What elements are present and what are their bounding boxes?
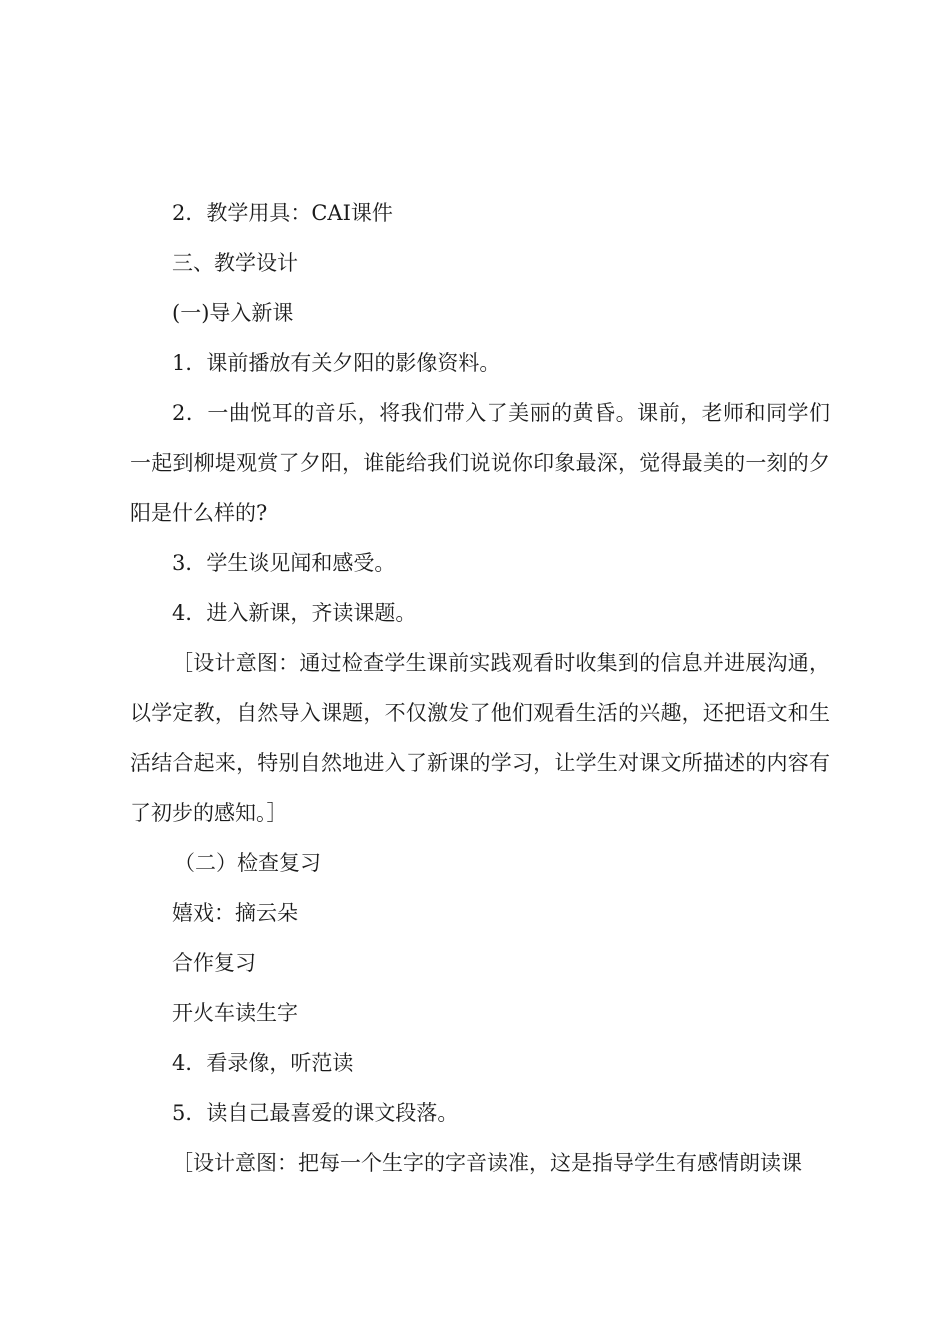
subheading-review: （二）检查复习 [174,851,321,875]
paragraph-step-4: 4．进入新课，齐读课题。 [172,601,417,625]
paragraph-cooperative-review: 合作复习 [172,951,256,975]
paragraph-watch-video: 4．看录像，听范读 [172,1051,354,1075]
paragraph-read-favorite: 5．读自己最喜爱的课文段落。 [172,1101,459,1125]
document-body [130,188,830,1188]
paragraph-train-reading: 开火车读生字 [172,1001,298,1025]
paragraph-design-intent-1: ［设计意图：通过检查学生课前实践观看时收集到的信息并进展沟通，以学定教，自然导入课题，不仅激发了他们观看生活的兴趣，还把语文和生活结合起来，特别自然地进入了新课的学习，让学生对课文所描述的内容有了初步的感知。］ [130,651,830,825]
paragraph-teaching-tools: 2．教学用具：CAI课件 [172,201,393,225]
paragraph-game: 嬉戏：摘云朵 [172,901,298,925]
subheading-introduce-new-lesson: (一)导入新课 [172,301,294,325]
section-heading-teaching-design: 三、教学设计 [172,251,298,275]
paragraph-step-3: 3．学生谈见闻和感受。 [172,551,396,575]
paragraph-step-1: 1．课前播放有关夕阳的影像资料。 [172,351,501,375]
paragraph-step-2: 2．一曲悦耳的音乐，将我们带入了美丽的黄昏。课前，老师和同学们一起到柳堤观赏了夕阳，谁能给我们说说你印象最深，觉得最美的一刻的夕阳是什么样的? [130,401,830,525]
paragraph-design-intent-2: ［设计意图：把每一个生字的字音读准，这是指导学生有感情朗读课 [172,1151,802,1175]
